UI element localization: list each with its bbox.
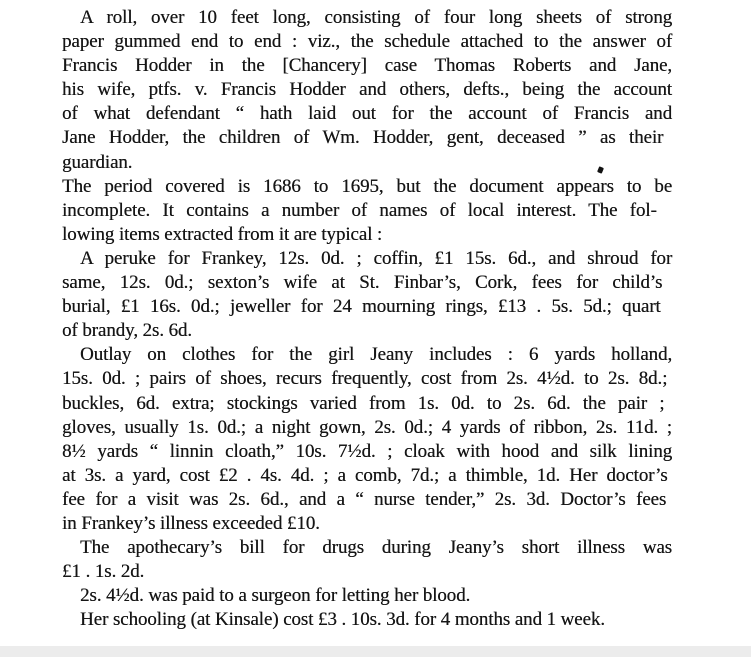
text-line-content: incomplete. It contains a number of names of local interest. The fol- bbox=[62, 199, 657, 221]
text-line bbox=[62, 367, 672, 391]
paragraph-4 bbox=[62, 343, 672, 536]
text-line bbox=[62, 30, 672, 54]
text-line bbox=[62, 464, 672, 488]
paragraph-5 bbox=[62, 536, 672, 584]
text-line bbox=[62, 416, 672, 440]
text-line bbox=[62, 54, 672, 78]
text-line-content: Outlay on clothes for the girl Jeany includes : 6 yards holland, bbox=[80, 344, 673, 366]
scan-edge-strip bbox=[0, 646, 751, 657]
paragraph-7 bbox=[62, 608, 672, 632]
text-line-content: buckles, 6d. extra; stockings varied from 1s. 0d. to 2s. 6d. the pair ; bbox=[62, 392, 665, 414]
text-line bbox=[62, 608, 672, 632]
text-line-content: lowing items extracted from it are typical : bbox=[62, 223, 383, 245]
scanned-document-text bbox=[62, 6, 672, 632]
text-line-content: gloves, usually 1s. 0d.; a night gown, 2s. 0d.; 4 yards of ribbon, 2s. 11d. ; bbox=[62, 416, 672, 438]
text-line-content: his wife, ptfs. v. Francis Hodder and others, defts., being the account bbox=[62, 79, 672, 101]
text-line bbox=[62, 295, 672, 319]
text-line-content: burial, £1 16s. 0d.; jeweller for 24 mourning rings, £13 . 5s. 5d.; quart bbox=[62, 296, 661, 318]
text-line-content: Jane Hodder, the children of Wm. Hodder, gent, deceased ” as their bbox=[62, 127, 664, 149]
text-line-content: guardian. bbox=[62, 151, 133, 173]
paragraph-2 bbox=[62, 175, 672, 247]
text-line-content: A roll, over 10 feet long, consisting of four long sheets of strong bbox=[80, 7, 672, 28]
text-line bbox=[62, 440, 672, 464]
text-line bbox=[62, 102, 672, 126]
text-line-content: of brandy, 2s. 6d. bbox=[62, 320, 192, 342]
text-line bbox=[62, 319, 672, 343]
text-line bbox=[62, 271, 672, 295]
text-line-content: Her schooling (at Kinsale) cost £3 . 10s. 3d. for 4 months and 1 week. bbox=[80, 609, 605, 631]
text-line bbox=[62, 6, 672, 30]
text-line-content: Francis Hodder in the [Chancery] case Thomas Roberts and Jane, bbox=[62, 55, 672, 77]
text-line bbox=[62, 584, 672, 608]
paragraph-1 bbox=[62, 6, 672, 175]
text-line-content: The period covered is 1686 to 1695, but the document appears to be bbox=[62, 175, 673, 197]
text-line bbox=[62, 175, 672, 199]
text-line bbox=[62, 223, 672, 247]
text-line bbox=[62, 488, 672, 512]
text-line-content: of what defendant “ hath laid out for the account of Francis and bbox=[62, 103, 672, 125]
text-line-content: The apothecary’s bill for drugs during Jeany’s short illness was bbox=[80, 537, 672, 559]
text-line bbox=[62, 536, 672, 560]
text-line-content: fee for a visit was 2s. 6d., and a “ nurse tender,” 2s. 3d. Doctor’s fees bbox=[62, 488, 667, 510]
text-line-content: £1 . 1s. 2d. bbox=[62, 561, 145, 583]
text-line-content: 15s. 0d. ; pairs of shoes, recurs frequently, cost from 2s. 4½d. to 2s. 8d.; bbox=[62, 368, 668, 390]
text-line bbox=[62, 512, 672, 536]
text-line bbox=[62, 560, 672, 584]
paragraph-3 bbox=[62, 247, 672, 343]
text-line-content: same, 12s. 0d.; sexton’s wife at St. Finbar’s, Cork, fees for child’s bbox=[62, 272, 663, 294]
paragraph-6 bbox=[62, 584, 672, 608]
text-line-content: 2s. 4½d. was paid to a surgeon for letting her blood. bbox=[80, 585, 471, 607]
text-line bbox=[62, 199, 672, 223]
text-line-content: paper gummed end to end : viz., the schedule attached to the answer of bbox=[62, 31, 673, 53]
text-line-content: at 3s. a yard, cost £2 . 4s. 4d. ; a comb, 7d.; a thimble, 1d. Her doctor’s bbox=[62, 464, 668, 486]
text-line bbox=[62, 247, 672, 271]
text-line bbox=[62, 151, 672, 175]
text-line-content: in Frankey’s illness exceeded £10. bbox=[62, 512, 320, 534]
text-line bbox=[62, 343, 672, 367]
text-line bbox=[62, 78, 672, 102]
text-line-content: 8½ yards “ linnin cloath,” 10s. 7½d. ; cloak with hood and silk lining bbox=[62, 440, 672, 462]
text-line-content: A peruke for Frankey, 12s. 0d. ; coffin, £1 15s. 6d., and shroud for bbox=[80, 247, 673, 269]
text-line bbox=[62, 126, 672, 150]
text-line bbox=[62, 392, 672, 416]
